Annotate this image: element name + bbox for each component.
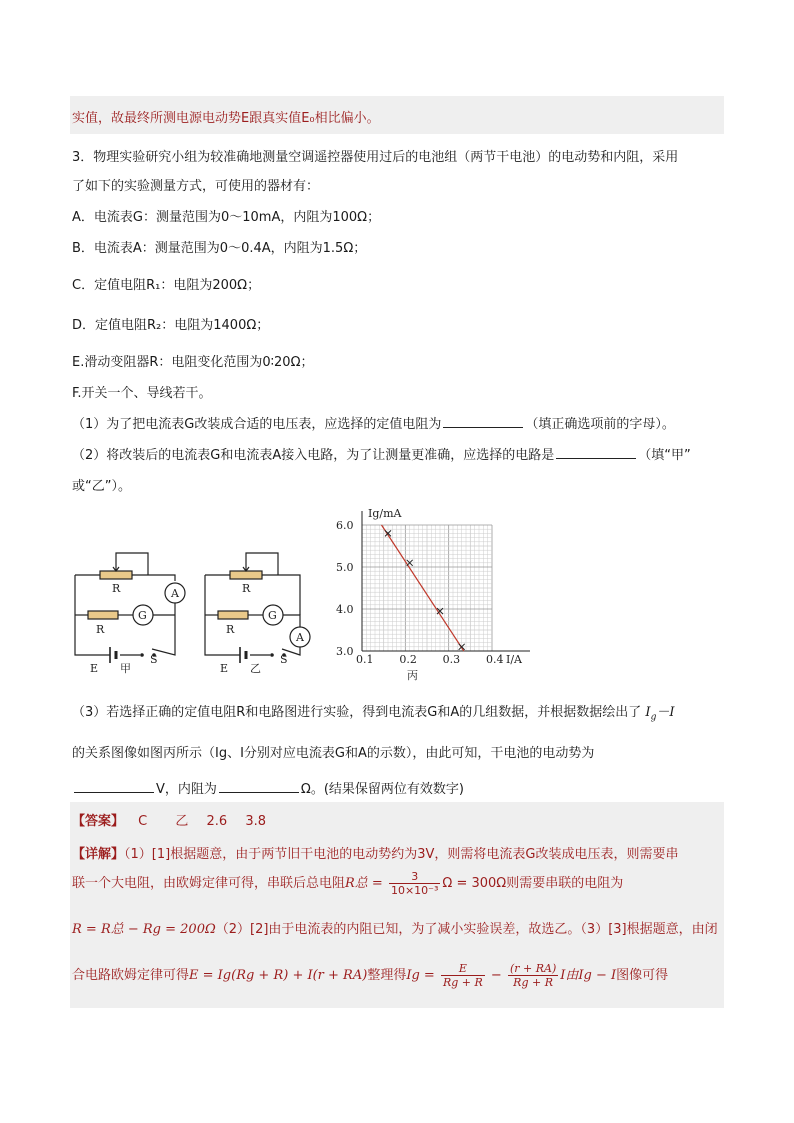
option-f: F.开关一个、导线若干。 [72,386,212,401]
sub-question-3-end: Ω。(结果保留两位有效数字) [300,782,464,797]
sub-question-3-tail: －I [656,705,675,720]
analysis-p4c: I由 [560,968,579,983]
answer-blank-1 [443,415,523,428]
answer-blank-2 [556,446,636,459]
analysis-p4-f2-den: Rg + R [513,976,553,989]
analysis-tag: 【详解】 [72,847,125,862]
question-stem-1: 3．物理实验研究小组为较准确地测量空调遥控器使用过后的电池组（两节干电池）的电动势和内阻，采用 [72,150,679,165]
analysis-p2-sym: R总 = [345,876,387,891]
ig-i-chart [330,505,530,685]
x-tick-label: 0.4 [486,653,504,666]
sub-question-2-cont: 或“乙”）。 [72,479,131,494]
analysis-p4-minus: − [486,968,506,983]
analysis-p4a: 合电路欧姆定律可得 [72,968,190,983]
sub-question-1 [72,413,675,432]
sub-question-3-sub: g [650,712,657,723]
analysis-p4-f1-num: E [441,962,485,976]
answer-value-4: 3.8 [245,814,267,829]
analysis-p4-f2-num: (r + RA) [509,962,557,975]
analysis-p4e: 图像可得 [616,968,669,983]
answer-blank-4 [219,780,299,793]
circuit-jia-rmid: R [96,623,105,636]
sub-question-1-text: （1）为了把电流表G改装成合适的电压表，应选择的定值电阻为 [72,417,442,432]
circuit-jia-e: E [90,662,99,675]
y-tick-label: 6.0 [336,519,354,532]
analysis-line-1 [72,843,678,862]
analysis-line-4 [72,962,668,989]
chart-caption: 丙 [407,669,418,682]
circuit-yi-rtop: R [242,582,251,595]
circuit-yi-rmid: R [226,623,235,636]
analysis-p4-frac2 [508,962,558,989]
analysis-p2-frac [389,870,440,897]
analysis-p2a: 联一个大电阻，由欧姆定律可得，串联后总电阻 [72,876,346,891]
circuit-jia-g: G [138,609,147,622]
circuit-yi [200,545,320,675]
circuit-jia-a: A [171,587,179,600]
answer-value-3: 2.6 [206,814,228,829]
circuit-yi-a: A [296,631,304,644]
circuit-yi-g: G [268,609,277,622]
y-tick-label: 3.0 [336,645,354,658]
circuit-jia [70,545,190,675]
x-tick-label: 0.1 [356,653,374,666]
answer-line [72,810,266,829]
analysis-p4-lhs: Ig = [406,968,439,983]
analysis-p3b: （2）[2]由于电流表的内阻已知，为了减小实验误差，故选乙。（3）[3]根据题意，由闭 [215,922,718,937]
sub-question-2 [72,444,691,463]
option-c: C．定值电阻R₁：电阻为200Ω； [72,278,261,293]
sub-question-3-line2: 的关系图像如图丙所示（Ig、I分别对应电流表G和A的示数），由此可知，干电池的电动势为 [72,746,595,761]
chart-grid [362,525,492,651]
sub-question-3-mid: V，内阻为 [156,782,217,797]
answer-blank-3 [74,780,154,793]
x-tick-label: 0.2 [399,653,417,666]
analysis-p3-eq: R = R总 − Rg = 200Ω [72,922,216,937]
sub-question-2-tail: （填“甲” [638,448,691,463]
analysis-p4-frac1 [441,962,485,989]
option-d: D．定值电阻R₂：电阻为1400Ω； [72,318,270,333]
option-e: E.滑动变阻器R：电阻变化范围为0∶20Ω； [72,355,314,370]
option-b: B．电流表A：测量范围为0～0.4A，内阻为1.5Ω； [72,241,367,256]
analysis-p4-eq: E = Ig(Rg + R) + I(r + RA) [189,968,368,983]
sub-question-2-text: （2）将改装后的电流表G和电流表A接入电路，为了让测量更准确，应选择的电路是 [72,448,555,463]
answer-tag: 【答案】 [72,814,125,829]
sub-question-3 [72,701,674,723]
circuit-jia-s: S [150,653,158,666]
option-a: A．电流表G：测量范围为0～10mA，内阻为100Ω； [72,210,381,225]
answer-value-2: 乙 [175,814,189,829]
answer-value-1: C [138,814,148,829]
analysis-p1: （1）[1]根据题意，由于两节旧干电池的电动势约为3V，则需将电流表G改装成电压表，则需要串 [124,847,679,862]
circuit-yi-s: S [280,653,288,666]
analysis-line-3 [72,918,718,937]
circuit-yi-caption: 乙 [250,662,261,675]
sub-question-3-text: （3）若选择正确的定值电阻R和电路图进行实验，得到电流表G和A的几组数据，并根据数据绘出了 [72,705,642,720]
y-tick-label: 5.0 [336,561,354,574]
analysis-p4-f1-den: Rg + R [442,976,483,989]
analysis-p2-num: 3 [389,870,440,884]
circuit-yi-e: E [220,662,229,675]
chart-xlabel: I/A [506,653,522,666]
analysis-p2-den: 10×10⁻³ [390,884,439,897]
top-note: 实值，故最终所测电源电动势E跟真实值E₀相比偏小。 [72,111,380,126]
question-stem-2: 了如下的实验测量方式，可使用的器材有： [72,179,320,194]
chart-ticks [336,519,504,666]
y-tick-label: 4.0 [336,603,354,616]
analysis-line-2 [72,870,623,897]
x-tick-label: 0.3 [442,653,461,666]
analysis-p2b: Ω = 300Ω则需要串联的电阻为 [442,876,624,891]
circuit-jia-rtop: R [112,582,121,595]
analysis-p4b: 整理得 [367,968,407,983]
sub-question-3-sym: I [645,705,651,720]
circuit-jia-caption: 甲 [120,662,131,675]
analysis-p4d: Ig − I [578,968,617,983]
sub-question-1-tail: （填正确选项前的字母）。 [525,417,675,432]
sub-question-3-line3 [72,778,464,797]
chart-ylabel: Ig/mA [368,507,402,520]
